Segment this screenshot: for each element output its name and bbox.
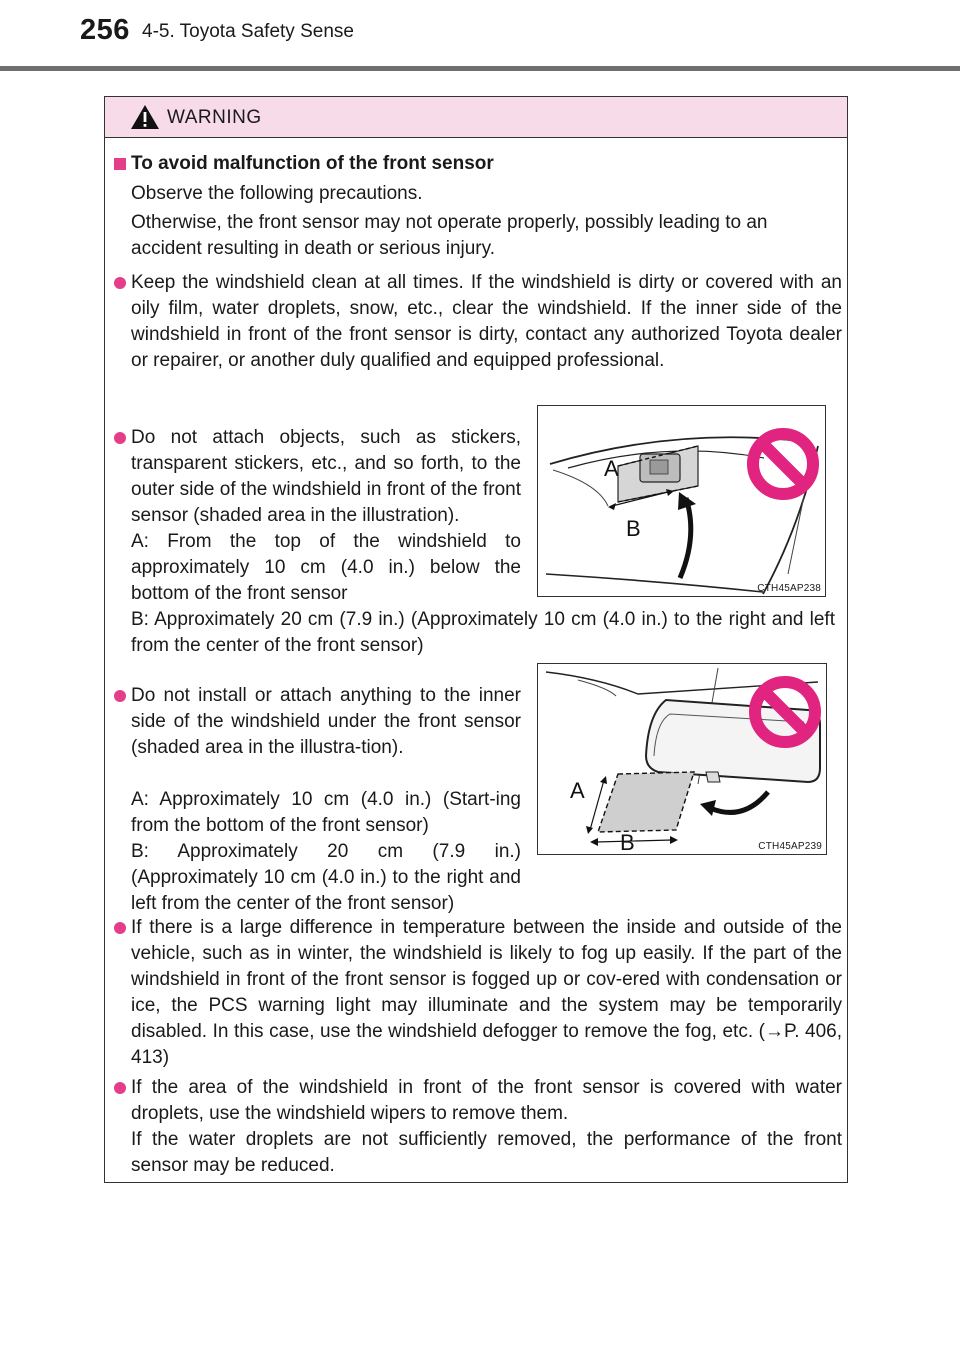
bullet-3-b: B: Approximately 20 cm (7.9 in.) (Approximately 10 cm (4.0 in.) to the right and left from the center of the front sensor) bbox=[131, 841, 521, 914]
label-a: A bbox=[604, 456, 619, 481]
warning-header bbox=[105, 97, 847, 138]
bullet-5-extra: If the water droplets are not sufficiently removed, the performance of the front sensor may be reduced. bbox=[131, 1129, 842, 1176]
bullet-2-b: B: Approximately 20 cm (7.9 in.) (Approximately 10 cm (4.0 in.) to the right and left from the center of the front sensor) bbox=[131, 609, 835, 656]
header-rule bbox=[0, 66, 960, 71]
heading-square-icon bbox=[114, 158, 126, 170]
bullet-5: If the area of the windshield in front of the front sensor is covered with water droplets, use the windshield wipers to remove them. bbox=[131, 1077, 842, 1124]
intro-line-1: Observe the following precautions. bbox=[131, 183, 423, 204]
prohibition-icon bbox=[753, 434, 813, 494]
bullet-2-a: A: From the top of the windshield to approximately 10 cm (4.0 in.) below the bottom of the front sensor bbox=[131, 531, 521, 604]
intro-line-2: Otherwise, the front sensor may not operate properly, possibly leading to an accident resulting in death or serious injury. bbox=[131, 212, 768, 259]
label-a: A bbox=[570, 778, 585, 803]
bullet-3: Do not install or attach anything to the inner side of the windshield under the front sensor (shaded area in the illustra-tion). bbox=[131, 685, 521, 758]
figure-inner-windshield bbox=[537, 663, 827, 855]
bullet-dot-icon bbox=[114, 1082, 126, 1094]
bullet-2: Do not attach objects, such as stickers, transparent stickers, etc., and so forth, to the outer side of the windshield in front of the front sensor (shaded area in the illustration). bbox=[131, 427, 521, 526]
bullet-3-a: A: Approximately 10 cm (4.0 in.) (Start-ing from the bottom of the front sensor) bbox=[131, 789, 521, 836]
warning-heading: To avoid malfunction of the front sensor bbox=[131, 153, 494, 174]
section-title: 4-5. Toyota Safety Sense bbox=[142, 21, 354, 42]
outer-windshield-illustration bbox=[538, 406, 826, 597]
bullet-dot-icon bbox=[114, 277, 126, 289]
figure-outer-windshield bbox=[537, 405, 826, 597]
label-b: B bbox=[626, 516, 641, 541]
label-b: B bbox=[620, 830, 635, 855]
bullet-dot-icon bbox=[114, 432, 126, 444]
bullet-dot-icon bbox=[114, 922, 126, 934]
figure-code: CTH45AP239 bbox=[758, 841, 822, 852]
bullet-4: If there is a large difference in temperature between the inside and outside of the vehicle, such as in winter, the windshield is likely to fog up easily. If the part of the windshield in front of the front sensor is fogged up or cov-ered with condensation or ice, the PCS warning light may illuminate and the system may be temporarily disabled. In this case, use the windshield defogger to remove the fog, etc. (→P. 406, 413) bbox=[131, 917, 842, 1068]
page-number: 256 bbox=[80, 14, 130, 46]
figure-code: CTH45AP238 bbox=[757, 583, 821, 594]
bullet-dot-icon bbox=[114, 690, 126, 702]
warning-label: WARNING bbox=[167, 107, 262, 128]
bullet-1: Keep the windshield clean at all times. If the windshield is dirty or covered with an oily film, water droplets, snow, etc., clear the windshield. If the inner side of the windshield in front of the front sensor is dirty, contact any authorized Toyota dealer or repairer, or another duly qualified and equipped professional. bbox=[131, 272, 842, 371]
warning-triangle-icon bbox=[130, 104, 160, 130]
inner-windshield-illustration bbox=[538, 664, 827, 855]
warning-box bbox=[104, 96, 848, 1183]
